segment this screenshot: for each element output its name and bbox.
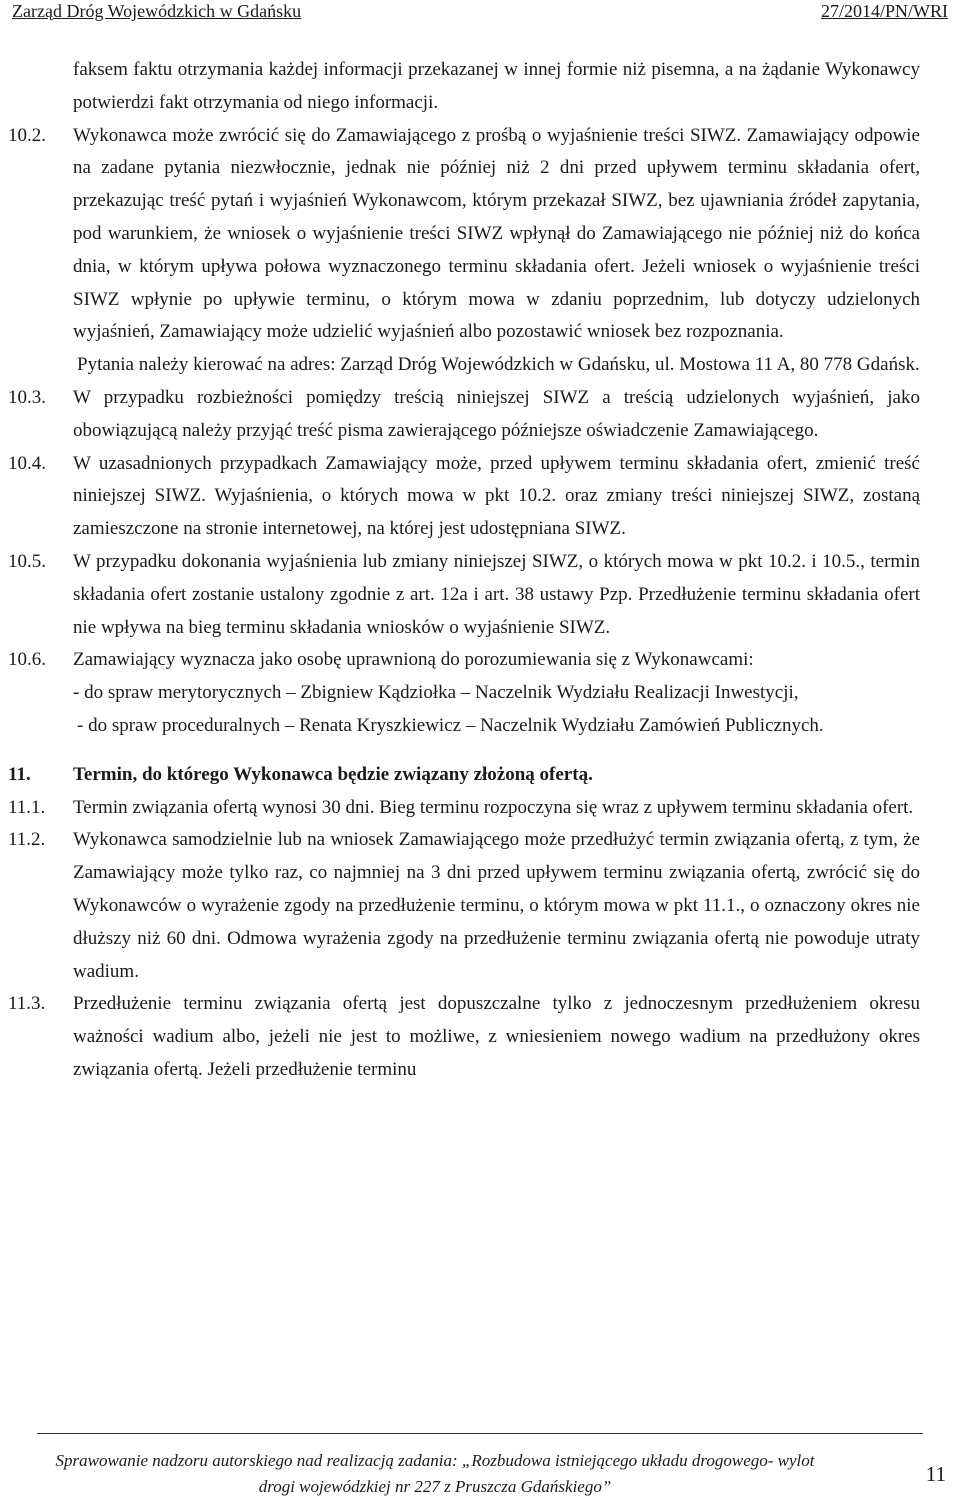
- header-reference-number: 27/2014/PN/WRI: [820, 1, 948, 21]
- section-number: 11.: [8, 763, 31, 785]
- paragraph-text: - do spraw merytorycznych – Zbigniew Kądziołka – Naczelnik Wydziału Realizacji Inwestycji,: [73, 682, 799, 704]
- paragraph: [0, 988, 960, 1086]
- paragraph-number: 10.5.: [8, 550, 46, 572]
- paragraph: [0, 54, 960, 120]
- paragraph-text: faksem faktu otrzymania każdej informacji przekazanej w innej formie niż pisemna, a na żądanie Wykonawcy potwierdzi fakt otrzymania od niego informacji.: [73, 59, 920, 113]
- footer-line-2: drogi wojewódzkiej nr 227 z Pruszcza Gdańskiego”: [258, 1477, 612, 1496]
- paragraph-text: Wykonawca może zwrócić się do Zamawiającego z prośbą o wyjaśnienie treści SIWZ. Zamawiający odpowie na zadane pytania niezwłocznie, jednak nie później niż 2 dni przed upływem terminu składania ofert, przekazując treść pytań i wyjaśnień Wykonawcom, którym przekazał SIWZ, bez ujawniania źródeł zapytania, pod warunkiem, że wniosek o wyjaśnienie treści SIWZ wpłynął do Zamawiającego nie później niż do końca dnia, w którym upływa połowa wyznaczonego terminu składania ofert. Jeżeli wniosek o wyjaśnienie treści SIWZ wpłynie po upływie terminu, o którym mowa w zdaniu poprzednim, lub dotyczy udzielonych wyjaśnień, Zamawiający może udzielić wyjaśnień albo pozostawić wniosek bez rozpoznania.: [73, 124, 920, 343]
- paragraph: [0, 792, 960, 825]
- paragraph: [0, 677, 960, 710]
- footer-divider: [37, 1433, 923, 1434]
- page-number: 11: [925, 1462, 946, 1486]
- paragraph: [0, 546, 960, 644]
- paragraph-text: W uzasadnionych przypadkach Zamawiający może, przed upływem terminu składania ofert, zmienić treść niniejszej SIWZ. Wyjaśnienia, o których mowa w pkt 10.2. oraz zmiany treści niniejszej SIWZ, zostaną zamieszczone na stronie internetowej, na której jest udostępniana SIWZ.: [73, 452, 920, 540]
- footer-line-1: Sprawowanie nadzoru autorskiego nad realizacją zadania: „Rozbudowa istniejącego układu drogowego- wylot: [55, 1451, 815, 1470]
- paragraph-text: Zamawiający wyznacza jako osobę uprawnioną do porozumiewania się z Wykonawcami:: [73, 649, 754, 671]
- paragraph: [0, 349, 960, 382]
- document-body: [0, 54, 960, 1087]
- paragraph-text: W przypadku rozbieżności pomiędzy treścią niniejszej SIWZ a treścią udzielonych wyjaśnień, jako obowiązującą należy przyjąć treść pisma zawierającego późniejsze oświadczenie Zamawiającego.: [73, 386, 920, 441]
- paragraph-number: 10.4.: [8, 452, 46, 474]
- paragraph-number: 10.3.: [8, 386, 46, 408]
- paragraph: [0, 824, 960, 988]
- paragraph: [0, 644, 960, 677]
- section-title: Termin, do którego Wykonawca będzie związany złożoną ofertą.: [73, 763, 593, 785]
- paragraph-number: 10.2.: [8, 124, 46, 146]
- paragraph-text: Przedłużenie terminu związania ofertą jest dopuszczalne tylko z jednoczesnym przedłużeniem okresu ważności wadium albo, jeżeli nie jest to możliwe, z wniesieniem nowego wadium na przedłużony okres związania ofertą. Jeżeli przedłużenie terminu: [73, 993, 920, 1080]
- paragraph-number: 11.1.: [8, 796, 46, 818]
- paragraph: [0, 120, 960, 350]
- paragraph-number: 11.2.: [8, 829, 46, 851]
- paragraph-text: Termin związania ofertą wynosi 30 dni. Bieg terminu rozpoczyna się wraz z upływem terminu składania ofert.: [73, 796, 914, 818]
- paragraph-text: - do spraw proceduralnych – Renata Kryszkiewicz – Naczelnik Wydziału Zamówień Publicznych.: [77, 714, 824, 736]
- paragraph-number: 11.3.: [8, 993, 46, 1015]
- paragraph: [0, 710, 960, 743]
- page-header: [0, 0, 960, 24]
- paragraph-text: W przypadku dokonania wyjaśnienia lub zmiany niniejszej SIWZ, o których mowa w pkt 10.2. i 10.5., termin składania ofert zostanie ustalony zgodnie z art. 12a i art. 38 ustawy Pzp. Przedłużenie terminu składania ofert nie wpływa na bieg terminu składania wniosków o wyjaśnienie SIWZ.: [73, 550, 920, 638]
- paragraph: [0, 448, 960, 546]
- paragraph-number: 10.6.: [8, 649, 46, 671]
- section-heading: [0, 759, 960, 792]
- page-footer: [0, 1448, 960, 1500]
- header-organization: Zarząd Dróg Wojewódzkich w Gdańsku: [12, 1, 302, 21]
- paragraph: [0, 382, 960, 448]
- paragraph-text: Pytania należy kierować na adres: Zarząd Dróg Wojewódzkich w Gdańsku, ul. Mostowa 11 A, 80 778 Gdańsk.: [77, 354, 920, 376]
- paragraph-text: Wykonawca samodzielnie lub na wniosek Zamawiającego może przedłużyć termin związania ofertą, z tym, że Zamawiający może tylko raz, co najmniej na 3 dni przed upływem terminu związania ofertą, zwrócić się do Wykonawców o wyrażenie zgody na przedłużenie terminu, o którym mowa w pkt 11.1., o oznaczony okres nie dłuższy niż 60 dni. Odmowa wyrażenia zgody na przedłużenie terminu związania ofertą nie powoduje utraty wadium.: [73, 829, 920, 982]
